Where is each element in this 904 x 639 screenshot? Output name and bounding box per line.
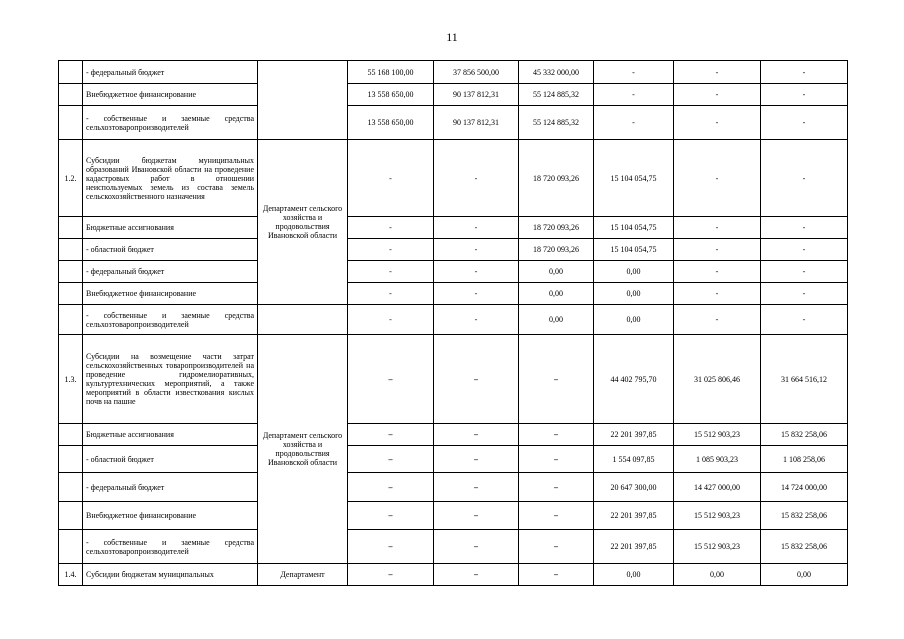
value-cell: 13 558 650,00 [348,106,434,140]
value-cell: - [674,305,761,335]
value-cell: 55 124 885,32 [519,106,594,140]
value-cell: - [434,217,519,239]
value-cell: - [674,283,761,305]
row-name-cell: - федеральный бюджет [83,261,258,283]
row-name-cell: - федеральный бюджет [83,61,258,84]
table-row [59,530,848,564]
executor-cell: Департамент [258,564,348,586]
value-cell: 0,00 [519,283,594,305]
row-name-cell: Субсидии бюджетам муниципальных образований Ивановской области на проведение кадастровых работ в отношении неиспользуемых земель из состава земель сельскохозяйственного назначения [83,140,258,217]
row-name-cell: - собственные и заемные средства сельхозтоваропроизводителей [83,530,258,564]
value-cell: 15 512 903,23 [674,530,761,564]
section-number-cell: 1.2. [59,140,83,217]
value-cell: – [348,473,434,502]
value-cell: - [761,261,848,283]
value-cell: 15 512 903,23 [674,502,761,530]
value-cell: - [674,84,761,106]
value-cell: – [348,564,434,586]
value-cell: - [348,140,434,217]
row-name-cell: Внебюджетное финансирование [83,502,258,530]
value-cell: - [434,283,519,305]
table-row [59,261,848,283]
value-cell: 37 856 500,00 [434,61,519,84]
value-cell: 15 512 903,23 [674,424,761,446]
value-cell: 0,00 [519,305,594,335]
executor-cell [258,61,348,140]
value-cell: 15 832 258,06 [761,530,848,564]
table-row [59,335,848,424]
value-cell: 22 201 397,85 [594,424,674,446]
value-cell: 45 332 000,00 [519,61,594,84]
value-cell: - [761,283,848,305]
row-name-cell: - собственные и заемные средства сельхозтоваропроизводителей [83,106,258,140]
value-cell: 15 104 054,75 [594,140,674,217]
value-cell: 15 104 054,75 [594,239,674,261]
value-cell: – [434,502,519,530]
table-row [59,473,848,502]
value-cell: - [674,261,761,283]
table-row [59,239,848,261]
value-cell: 0,00 [519,261,594,283]
value-cell: 15 832 258,06 [761,502,848,530]
value-cell: - [674,239,761,261]
value-cell: - [761,106,848,140]
budget-table [58,60,848,586]
value-cell: - [674,106,761,140]
section-number-cell [59,239,83,261]
value-cell: 20 647 300,00 [594,473,674,502]
table-row [59,502,848,530]
executor-cell [258,305,348,335]
value-cell: 44 402 795,70 [594,335,674,424]
value-cell: – [348,502,434,530]
section-number-cell [59,473,83,502]
value-cell: – [348,335,434,424]
value-cell: 15 832 258,06 [761,424,848,446]
value-cell: – [519,335,594,424]
section-number-cell [59,61,83,84]
value-cell: 18 720 093,26 [519,217,594,239]
executor-cell: Департамент сельского хозяйства и продовольствия Ивановской области [258,140,348,305]
value-cell: 1 554 097,85 [594,446,674,473]
value-cell: 1 108 258,06 [761,446,848,473]
row-name-cell: Субсидии бюджетам муниципальных [83,564,258,586]
section-number-cell [59,261,83,283]
value-cell: - [434,140,519,217]
value-cell: – [519,424,594,446]
value-cell: 55 124 885,32 [519,84,594,106]
value-cell: – [519,473,594,502]
table-row [59,217,848,239]
row-name-cell: Внебюджетное финансирование [83,283,258,305]
table-row [59,446,848,473]
value-cell: 90 137 812,31 [434,106,519,140]
section-number-cell [59,283,83,305]
value-cell: - [434,305,519,335]
value-cell: – [348,446,434,473]
value-cell: – [519,446,594,473]
value-cell: 13 558 650,00 [348,84,434,106]
value-cell: - [434,239,519,261]
value-cell: 90 137 812,31 [434,84,519,106]
value-cell: – [348,530,434,564]
value-cell: 15 104 054,75 [594,217,674,239]
value-cell: 0,00 [761,564,848,586]
row-name-cell: - областной бюджет [83,446,258,473]
table-row [59,61,848,84]
value-cell: - [348,283,434,305]
executor-cell: Департамент сельского хозяйства и продовольствия Ивановской области [258,335,348,564]
value-cell: - [348,217,434,239]
value-cell: - [674,61,761,84]
value-cell: 14 427 000,00 [674,473,761,502]
row-name-cell: - областной бюджет [83,239,258,261]
section-number-cell [59,424,83,446]
value-cell: 0,00 [594,283,674,305]
value-cell: 31 664 516,12 [761,335,848,424]
value-cell: – [519,502,594,530]
section-number-cell [59,217,83,239]
value-cell: - [594,106,674,140]
value-cell: – [434,530,519,564]
value-cell: - [761,84,848,106]
value-cell: 55 168 100,00 [348,61,434,84]
value-cell: 22 201 397,85 [594,502,674,530]
value-cell: - [761,140,848,217]
table-row [59,283,848,305]
value-cell: – [348,424,434,446]
value-cell: - [348,261,434,283]
value-cell: – [434,446,519,473]
row-name-cell: Внебюджетное финансирование [83,84,258,106]
value-cell: - [761,305,848,335]
value-cell: 22 201 397,85 [594,530,674,564]
value-cell: – [434,335,519,424]
value-cell: 0,00 [594,564,674,586]
table-row [59,106,848,140]
table-row [59,564,848,586]
value-cell: 0,00 [674,564,761,586]
value-cell: - [434,261,519,283]
value-cell: 18 720 093,26 [519,140,594,217]
value-cell: - [594,84,674,106]
row-name-cell: Бюджетные ассигнования [83,217,258,239]
value-cell: 0,00 [594,305,674,335]
value-cell: - [594,61,674,84]
section-number-cell [59,502,83,530]
section-number-cell [59,106,83,140]
section-number-cell [59,84,83,106]
value-cell: 14 724 000,00 [761,473,848,502]
section-number-cell [59,446,83,473]
table-row [59,305,848,335]
value-cell: – [434,424,519,446]
value-cell: – [519,530,594,564]
row-name-cell: Субсидии на возмещение части затрат сельскохозяйственных товаропроизводителей на проведение гидромелиоративных, культуртехнических мероприятий, а также мероприятий в области известкования кислых почв на пашне [83,335,258,424]
value-cell: 31 025 806,46 [674,335,761,424]
value-cell: - [674,140,761,217]
section-number-cell: 1.4. [59,564,83,586]
value-cell: 0,00 [594,261,674,283]
section-number-cell [59,305,83,335]
value-cell: - [348,239,434,261]
page-number: 11 [446,30,458,44]
row-name-cell: - собственные и заемные средства сельхозтоваропроизводителей [83,305,258,335]
value-cell: 18 720 093,26 [519,239,594,261]
value-cell: 1 085 903,23 [674,446,761,473]
value-cell: – [519,564,594,586]
row-name-cell: Бюджетные ассигнования [83,424,258,446]
value-cell: – [434,564,519,586]
value-cell: - [761,217,848,239]
table-row [59,424,848,446]
value-cell: - [348,305,434,335]
section-number-cell: 1.3. [59,335,83,424]
value-cell: - [674,217,761,239]
section-number-cell [59,530,83,564]
value-cell: - [761,239,848,261]
value-cell: - [761,61,848,84]
table-row [59,84,848,106]
row-name-cell: - федеральный бюджет [83,473,258,502]
table-row [59,140,848,217]
value-cell: – [434,473,519,502]
